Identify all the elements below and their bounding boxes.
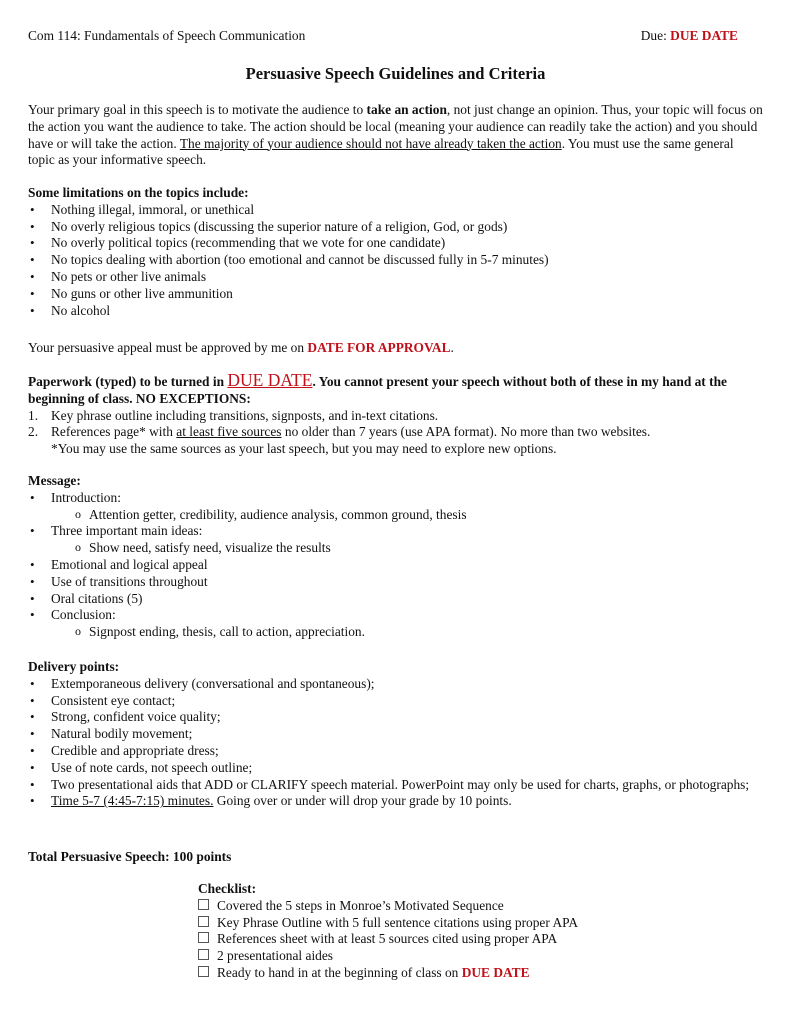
sub-list-item: o Signpost ending, thesis, call to action, appreciation. bbox=[28, 624, 763, 641]
message-list bbox=[28, 490, 763, 641]
delivery-section bbox=[28, 659, 763, 810]
sub-list-item: o Show need, satisfy need, visualize the results bbox=[28, 540, 763, 557]
paperwork-list bbox=[28, 408, 763, 442]
paperwork-section bbox=[28, 372, 763, 458]
list-item bbox=[28, 424, 763, 441]
intro-underline: The majority of your audience should not have already taken the action bbox=[179, 135, 562, 151]
list-item: • Use of note cards, not speech outline; bbox=[28, 760, 763, 777]
checklist-text: Covered the 5 steps in Monroe’s Motivated Sequence bbox=[217, 897, 504, 913]
delivery-list bbox=[28, 676, 763, 810]
sub-list-item: o Attention getter, credibility, audience analysis, common ground, thesis bbox=[28, 507, 763, 524]
list-item: • Introduction: bbox=[28, 490, 763, 507]
list-item: • Use of transitions throughout bbox=[28, 574, 763, 591]
total-points bbox=[28, 849, 763, 866]
checklist-heading: Checklist: bbox=[198, 881, 257, 896]
approval-end: . bbox=[450, 340, 454, 355]
item-text: Key phrase outline including transitions, signposts, and in-text citations. bbox=[51, 407, 439, 423]
checklist-text: References sheet with at least 5 sources cited using proper APA bbox=[217, 931, 558, 947]
checklist-section bbox=[198, 881, 758, 982]
item-number: 1. bbox=[28, 407, 39, 423]
page-title: Persuasive Speech Guidelines and Criteria bbox=[245, 64, 546, 83]
list-item: • Conclusion: bbox=[28, 607, 763, 624]
checklist-due-date: DUE DATE bbox=[461, 964, 530, 980]
intro-paragraph bbox=[28, 102, 763, 169]
delivery-heading: Delivery points: bbox=[28, 659, 120, 674]
approval-date: DATE FOR APPROVAL bbox=[307, 340, 451, 355]
list-item: • Nothing illegal, immoral, or unethical bbox=[28, 202, 763, 219]
due-label: Due: bbox=[640, 28, 671, 43]
list-item: • No overly religious topics (discussing the superior nature of a religion, God, or gods) bbox=[28, 219, 763, 236]
item-text: References page* with bbox=[51, 424, 177, 440]
item-text-post: no older than 7 years (use APA format). No more than two websites. bbox=[281, 424, 651, 440]
list-item: • Strong, confident voice quality; bbox=[28, 709, 763, 726]
list-item bbox=[28, 793, 763, 810]
list-item bbox=[28, 408, 763, 425]
message-heading: Message: bbox=[28, 473, 81, 488]
checkbox-icon bbox=[198, 932, 209, 943]
list-item: • Natural bodily movement; bbox=[28, 726, 763, 743]
list-item: • No alcohol bbox=[28, 303, 763, 320]
item-number: 2. bbox=[28, 424, 39, 440]
intro-text-2: , not just change an opinion. Thus, your topic will focus on the action you want the audience to take. The action should be local (meaning your audience can readily take the action) and you should have or will take the action. bbox=[28, 102, 763, 151]
checkbox-icon bbox=[198, 916, 209, 927]
paperwork-rest: . You cannot present your speech without both of these in my hand at the beginning of class. NO EXCEPTIONS: bbox=[28, 374, 727, 406]
approval-text: Your persuasive appeal must be approved by me on bbox=[28, 340, 308, 355]
message-section bbox=[28, 473, 763, 641]
checklist-item bbox=[198, 965, 758, 982]
time-rest: Going over or under will drop your grade by 10 points. bbox=[213, 793, 512, 809]
checklist-list bbox=[198, 898, 758, 982]
time-underline: Time 5-7 (4:45-7:15) minutes. bbox=[51, 793, 214, 809]
list-item: • Extemporaneous delivery (conversational and spontaneous); bbox=[28, 676, 763, 693]
list-item: • Two presentational aids that ADD or CLARIFY speech material. PowerPoint may only be used for charts, graphs, or photographs; bbox=[28, 777, 763, 794]
checklist-item bbox=[198, 898, 758, 915]
list-item: • No guns or other live ammunition bbox=[28, 286, 763, 303]
checkbox-icon bbox=[198, 899, 209, 910]
limitations-list bbox=[28, 202, 763, 320]
checkbox-icon bbox=[198, 949, 209, 960]
limitations-heading: Some limitations on the topics include: bbox=[28, 185, 249, 200]
checklist-item bbox=[198, 931, 758, 948]
list-item: • Oral citations (5) bbox=[28, 591, 763, 608]
list-item: • Emotional and logical appeal bbox=[28, 557, 763, 574]
checkbox-icon bbox=[198, 966, 209, 977]
paperwork-due-date: DUE DATE bbox=[227, 370, 313, 390]
checklist-item bbox=[198, 948, 758, 965]
checklist-item bbox=[198, 915, 758, 932]
due-date-header bbox=[641, 28, 738, 44]
list-item: • No overly political topics (recommending that we vote for one candidate) bbox=[28, 235, 763, 252]
total-text: Total Persuasive Speech: 100 points bbox=[28, 849, 232, 864]
checklist-text: Key Phrase Outline with 5 full sentence citations using proper APA bbox=[217, 914, 578, 930]
list-item: • Consistent eye contact; bbox=[28, 693, 763, 710]
limitations-section bbox=[28, 185, 763, 319]
paperwork-note: *You may use the same sources as your last speech, but you may need to explore new options. bbox=[51, 441, 557, 457]
intro-text-3: . You must use the same general topic as your informative speech. bbox=[28, 135, 734, 168]
checklist-text: Ready to hand in at the beginning of class on bbox=[217, 964, 462, 980]
paperwork-lead: Paperwork (typed) to be turned in bbox=[28, 374, 228, 389]
item-underline: at least five sources bbox=[176, 424, 282, 440]
list-item: • No pets or other live animals bbox=[28, 269, 763, 286]
due-date-value: DUE DATE bbox=[670, 28, 738, 43]
course-name: Com 114: Fundamentals of Speech Communication bbox=[28, 28, 306, 43]
list-item: • Three important main ideas: bbox=[28, 523, 763, 540]
intro-text-1: Your primary goal in this speech is to motivate the audience to bbox=[28, 102, 367, 117]
checklist-text: 2 presentational aides bbox=[217, 948, 334, 964]
list-item: • No topics dealing with abortion (too emotional and cannot be discussed fully in 5-7 minutes) bbox=[28, 252, 763, 269]
intro-bold: take an action bbox=[366, 102, 447, 117]
list-item: • Credible and appropriate dress; bbox=[28, 743, 763, 760]
approval-paragraph bbox=[28, 340, 763, 357]
